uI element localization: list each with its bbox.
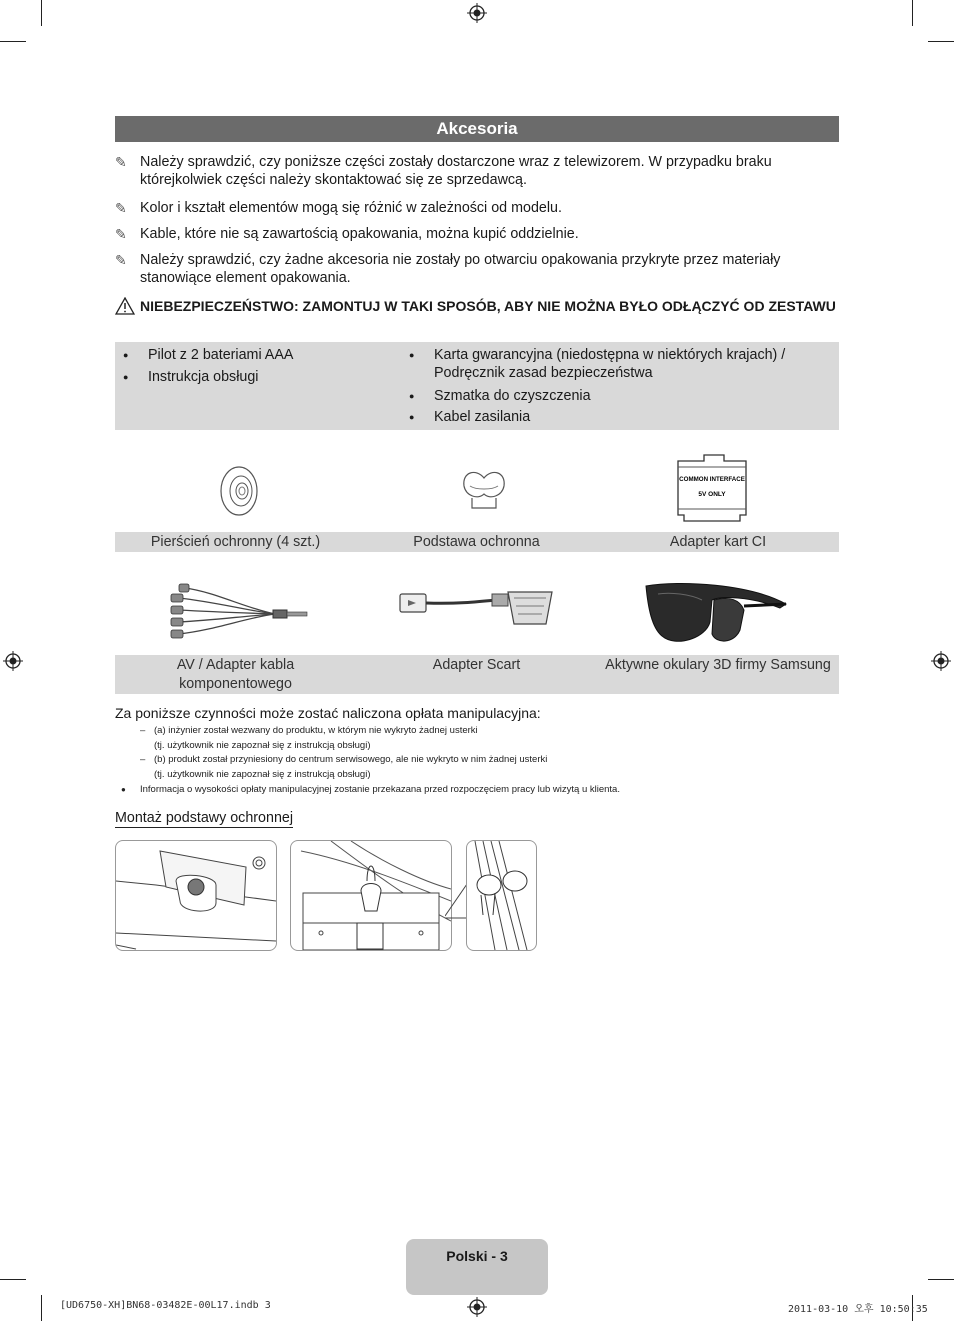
section-title: Akcesoria [115, 116, 839, 142]
dash-marker: – [140, 754, 146, 765]
crop-mark [912, 0, 913, 26]
list-item: ● Pilot z 2 bateriami AAA [123, 347, 294, 363]
registration-mark-icon [467, 1297, 487, 1317]
note: ✎ Kolor i kształt elementów mogą się różnić w zależności od modelu. [115, 200, 562, 216]
fee-item-line: (tj. użytkownik nie zapoznał się z instrukcją obsługi) [154, 769, 371, 780]
print-slug-left: [UD6750-XH]BN68-03482E-00L17.indb 3 [60, 1300, 271, 1311]
caption-protective-ring: Pierścień ochronny (4 szt.) [150, 534, 321, 550]
note: ✎ Kable, które nie są zawartością opakowania, można kupić oddzielnie. [115, 226, 579, 242]
pencil-icon: ✎ [115, 200, 127, 216]
fee-item-line: (a) inżynier został wezwany do produktu, w którym nie wykryto żadnej usterki [154, 725, 478, 736]
scart-adapter-image [396, 584, 556, 632]
list-item: ● Szmatka do czyszczenia [409, 388, 591, 404]
list-item: ● Kabel zasilania [409, 409, 531, 425]
pencil-icon: ✎ [115, 252, 127, 268]
list-item: ● Instrukcja obsługi [123, 369, 259, 385]
pencil-icon: ✎ [115, 154, 127, 170]
caption-scart-adapter: Adapter Scart [432, 657, 521, 673]
3d-glasses-image [640, 578, 790, 650]
protective-stand-image [458, 464, 510, 514]
ci-card-voltage: 5V ONLY [698, 491, 726, 498]
caption-ci-adapter: Adapter kart CI [669, 534, 767, 550]
crop-mark [0, 41, 26, 42]
mount-step-image-2 [290, 840, 452, 951]
ci-card-adapter-image [674, 451, 750, 525]
fee-info: Informacja o wysokości opłaty manipulacyjnej zostanie przekazana przed rozpoczęciem pracy lub wizytą u klienta. [140, 784, 620, 795]
page-number: Polski - 3 [406, 1239, 548, 1295]
crop-mark [41, 0, 42, 26]
dash-marker: – [140, 725, 146, 736]
warning-note: NIEBEZPIECZEŃSTWO: ZAMONTUJ W TAKI SPOSÓB, ABY NIE MOŻNA BYŁO ODŁĄCZYĆ OD ZESTAWU [115, 297, 839, 333]
list-item: ● Karta gwarancyjna (niedostępna w niektórych krajach) / Podręcznik zasad bezpieczeństwa [409, 347, 786, 381]
mount-step-image-1 [115, 840, 277, 951]
protective-ring-image [218, 464, 260, 518]
crop-mark [928, 41, 954, 42]
note: ✎ Należy sprawdzić, czy żadne akcesoria nie zostały po otwarciu opakowania przykryte przez materiały stanowiące element opakowania. [115, 252, 781, 286]
crop-mark [0, 1279, 26, 1280]
registration-mark-icon [3, 651, 23, 671]
caption-protective-stand: Podstawa ochronna [413, 534, 540, 550]
ci-card-label: COMMON INTERFACE [679, 476, 745, 483]
crop-mark [928, 1279, 954, 1280]
note: ✎ Należy sprawdzić, czy poniższe części zostały dostarczone wraz z telewizorem. W przypadku braku którejkolwiek części należy skontaktować się ze sprzedawcą. [115, 154, 772, 188]
caption-av-adapter: AV / Adapter kabla komponentowego [176, 657, 295, 692]
warning-icon [115, 297, 135, 315]
registration-mark-icon [467, 3, 487, 23]
av-component-adapter-image [165, 580, 311, 646]
print-slug-right: 2011-03-10 오후 10:50:35 [788, 1304, 928, 1315]
registration-mark-icon [931, 651, 951, 671]
fee-item-line: (b) produkt został przyniesiony do centrum serwisowego, ale nie wykryto w nim żadnej usterki [154, 754, 548, 765]
bullet-marker: ● [121, 785, 126, 794]
crop-mark [41, 1295, 42, 1321]
pencil-icon: ✎ [115, 226, 127, 242]
caption-3d-glasses: Aktywne okulary 3D firmy Samsung [605, 657, 831, 673]
mount-step-image-3 [466, 840, 537, 951]
fee-intro: Za poniższe czynności może zostać naliczona opłata manipulacyjna: [115, 705, 541, 721]
mount-heading: Montaż podstawy ochronnej [115, 810, 294, 826]
fee-item-line: (tj. użytkownik nie zapoznał się z instrukcją obsługi) [154, 740, 371, 751]
included-items-box [115, 342, 839, 430]
